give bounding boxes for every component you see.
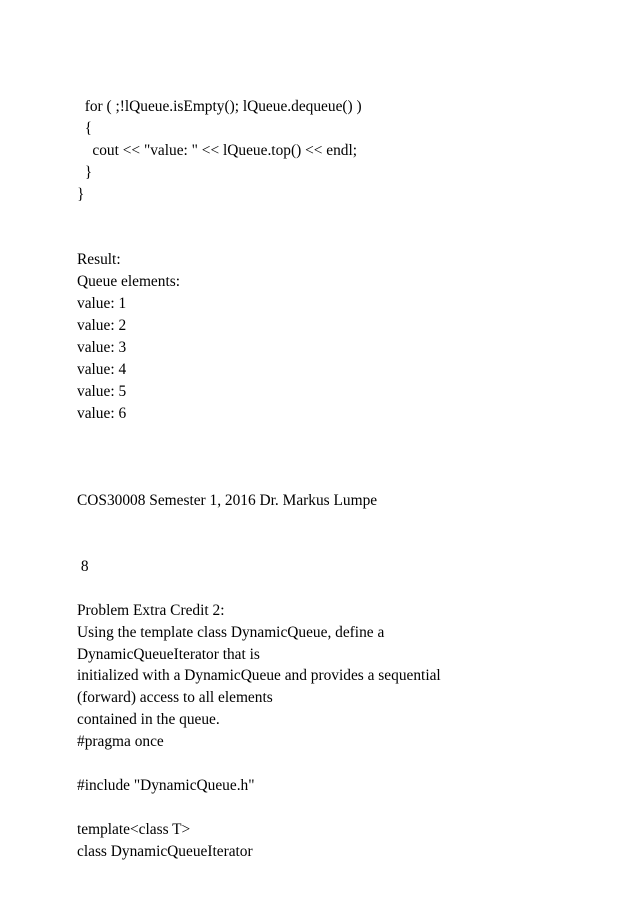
text-line: 8 (77, 557, 89, 575)
text-line: Queue elements: (77, 273, 180, 291)
text-line: value: 6 (77, 404, 127, 422)
text-line: } (77, 185, 85, 203)
text-line: initialized with a DynamicQueue and provides a sequential (77, 667, 441, 685)
text-line: #include "DynamicQueue.h" (77, 776, 255, 794)
text-line: for ( ;!lQueue.isEmpty(); lQueue.dequeue() ) (77, 98, 362, 115)
text-line: cout << "value: " << lQueue.top() << endl; (77, 141, 358, 159)
text-line: Using the template class DynamicQueue, define a (77, 623, 385, 641)
text-line: DynamicQueueIterator that is (77, 645, 260, 663)
text-line: COS30008 Semester 1, 2016 Dr. Markus Lumpe (77, 492, 378, 510)
text-line: contained in the queue. (77, 711, 220, 729)
text-line: #pragma once (77, 733, 164, 751)
text-line: Result: (77, 251, 121, 269)
text-line: { (77, 119, 93, 137)
text-line: value: 3 (77, 338, 127, 356)
text-line: class DynamicQueueIterator (77, 842, 253, 860)
text-line: value: 1 (77, 295, 127, 313)
text-line: value: 2 (77, 317, 127, 334)
text-line: template<class T> (77, 820, 191, 838)
text-line: (forward) access to all elements (77, 689, 273, 707)
text-line: Problem Extra Credit 2: (77, 601, 225, 619)
text-line: value: 4 (77, 360, 127, 378)
text-line: } (77, 163, 93, 181)
text-line: value: 5 (77, 382, 127, 400)
